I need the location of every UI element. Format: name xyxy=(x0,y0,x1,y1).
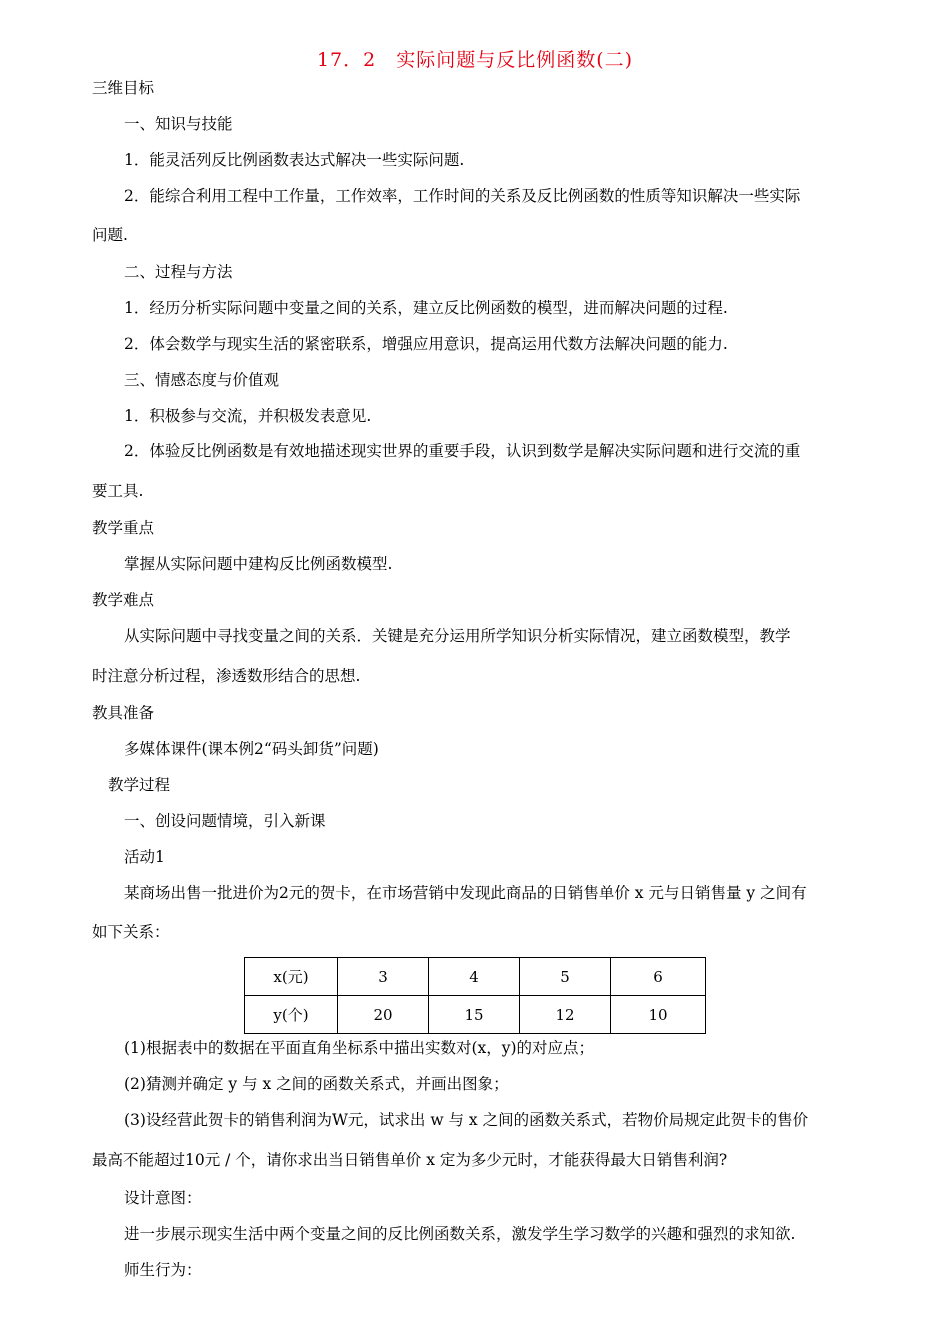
difficulty-text-line1: 从实际问题中寻找变量之间的关系．关键是充分运用所学知识分析实际情况，建立函数模型，教学 xyxy=(124,627,791,645)
table-row-x xyxy=(245,958,706,996)
question-3-line2: 最高不能超过10元 / 个，请你求出当日销售单价 x 定为多少元时，才能获得最大日销售利润? xyxy=(92,1151,728,1169)
page-title: 17．2 实际问题与反比例函数(二) xyxy=(316,49,634,71)
table-cell: x(元) xyxy=(245,958,338,996)
section-process-method: 二、过程与方法 xyxy=(124,263,233,281)
key-point-heading: 教学重点 xyxy=(92,519,155,537)
table-cell: 20 xyxy=(338,996,429,1034)
process-item-1: 1．经历分析实际问题中变量之间的关系，建立反比例函数的模型，进而解决问题的过程. xyxy=(124,299,728,317)
price-sales-table xyxy=(244,957,706,1034)
design-intent-label: 设计意图： xyxy=(124,1189,202,1207)
attitude-item-2-line2: 要工具. xyxy=(92,482,144,500)
table-cell: y(个) xyxy=(245,996,338,1034)
table-cell: 5 xyxy=(520,958,611,996)
knowledge-item-2-line1: 2．能综合利用工程中工作量，工作效率，工作时间的关系及反比例函数的性质等知识解决一些实际 xyxy=(124,187,801,205)
table-cell: 3 xyxy=(338,958,429,996)
materials-text: 多媒体课件(课本例2“码头卸货”问题) xyxy=(124,740,379,758)
design-intent-text: 进一步展示现实生活中两个变量之间的反比例函数关系，激发学生学习数学的兴趣和强烈的求知欲. xyxy=(124,1225,796,1243)
problem-text-line1: 某商场出售一批进价为2元的贺卡，在市场营销中发现此商品的日销售单价 x 元与日销售量 y 之间有 xyxy=(124,884,807,902)
difficulty-heading: 教学难点 xyxy=(92,591,155,609)
goals-heading: 三维目标 xyxy=(92,79,155,97)
table-cell: 4 xyxy=(429,958,520,996)
difficulty-text-line2: 时注意分析过程，渗透数形结合的思想. xyxy=(92,667,361,685)
table-row-y xyxy=(245,996,706,1034)
table-cell: 12 xyxy=(520,996,611,1034)
process-item-2: 2．体会数学与现实生活的紧密联系，增强应用意识，提高运用代数方法解决问题的能力. xyxy=(124,335,728,353)
question-1: (1)根据表中的数据在平面直角坐标系中描出实数对(x，y)的对应点； xyxy=(124,1039,595,1057)
teacher-student-behavior-label: 师生行为： xyxy=(124,1261,202,1279)
knowledge-item-2-line2: 问题. xyxy=(92,226,128,244)
table-cell: 15 xyxy=(429,996,520,1034)
table-cell: 10 xyxy=(611,996,706,1034)
section-knowledge-skills: 一、知识与技能 xyxy=(124,115,233,133)
knowledge-item-1: 1．能灵活列反比例函数表达式解决一些实际问题. xyxy=(124,151,465,169)
process-heading: 教学过程 xyxy=(108,776,171,794)
question-3-line1: (3)设经营此贺卡的销售利润为W元，试求出 w 与 x 之间的函数关系式，若物价局规定此贺卡的售价 xyxy=(124,1111,809,1129)
materials-heading: 教具准备 xyxy=(92,704,155,722)
question-2: (2)猜测并确定 y 与 x 之间的函数关系式，并画出图象； xyxy=(124,1075,509,1093)
key-point-text: 掌握从实际问题中建构反比例函数模型. xyxy=(124,555,393,573)
section-attitude-values: 三、情感态度与价值观 xyxy=(124,371,280,389)
attitude-item-1: 1．积极参与交流，并积极发表意见. xyxy=(124,407,372,425)
activity-label: 活动1 xyxy=(124,848,165,866)
table-cell: 6 xyxy=(611,958,706,996)
problem-text-line2: 如下关系： xyxy=(92,923,170,941)
step-1-heading: 一、创设问题情境，引入新课 xyxy=(124,812,326,830)
attitude-item-2-line1: 2．体验反比例函数是有效地描述现实世界的重要手段，认识到数学是解决实际问题和进行交流的重 xyxy=(124,442,801,460)
